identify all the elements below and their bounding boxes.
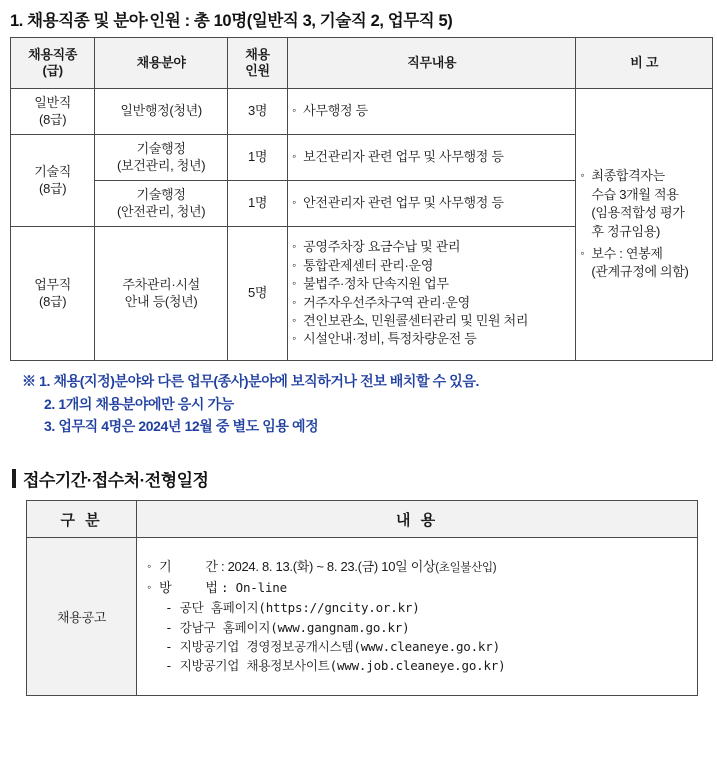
remark-item: 3. 업무직 4명은 2024년 12월 중 별도 임용 예정: [44, 418, 319, 435]
content-subitem: - 지방공기업 경영정보공개시스템(www.cleaneye.go.kr): [165, 638, 500, 654]
list-item: ◦ 안전관리자 관련 업무 및 사무행정 등: [292, 194, 571, 212]
section-heading: [12, 466, 711, 491]
cell-duties: [288, 181, 576, 227]
cell-field: 기술행정 (안전관리, 청년): [95, 181, 228, 227]
remark-item: 2. 1개의 채용분야에만 응시 가능: [44, 395, 234, 412]
page-title: 1. 채용직종 및 분야·인원 : 총 10명(일반직 3, 기술직 2, 업무직 5): [10, 12, 453, 30]
content-subitem: - 지방공기업 채용정보사이트(www.job.cleaneye.go.kr): [165, 658, 506, 674]
cell-job-type: 기술직 (8급): [11, 135, 95, 227]
list-item: ◦ 공영주차장 요금수납 및 관리: [292, 238, 571, 256]
duty-list: [292, 148, 571, 166]
cell-count: 3명: [227, 89, 287, 135]
cell-job-type: 업무직 (8급): [11, 227, 95, 361]
content-subitem: - 강남구 홈페이지(www.gangnam.go.kr): [165, 619, 410, 635]
table-row: [11, 89, 713, 135]
cell-division-label: 채용공고: [27, 538, 137, 696]
cell-content: [137, 538, 698, 696]
content-subitem: - 공단 홈페이지(https://gncity.or.kr): [165, 600, 420, 616]
duty-list: [292, 238, 571, 349]
content-line-period: ◦ 기 간 : 2024. 8. 13.(화) ~ 8. 23.(금) 10일 이상(초일불산입): [147, 557, 691, 578]
header-count: 채용 인원: [227, 38, 287, 89]
cell-count: 1명: [227, 181, 287, 227]
schedule-table: [26, 500, 698, 696]
list-item: ◦ 불법주·정차 단속지원 업무: [292, 275, 571, 293]
duty-list: [292, 194, 571, 212]
cell-count: 5명: [227, 227, 287, 361]
list-item: ◦ 최종합격자는 수습 3개월 적용 (임용적합성 평가 후 정규임용): [580, 167, 708, 241]
table-header-row: [27, 501, 698, 538]
cell-field: 주차관리·시설 안내 등(청년): [95, 227, 228, 361]
cell-field: 기술행정 (보건관리, 청년): [95, 135, 228, 181]
header-duties: 직무내용: [288, 38, 576, 89]
header-field: 채용분야: [95, 38, 228, 89]
list-item: ◦ 거주자우선주차구역 관리·운영: [292, 294, 571, 312]
list-item: ◦ 보건관리자 관련 업무 및 사무행정 등: [292, 148, 571, 166]
remarks-block: [22, 370, 711, 438]
content-line-method: ◦ 방 법 : On-line: [147, 578, 691, 598]
cell-note: [576, 89, 713, 361]
list-item: ◦ 시설안내·정비, 특정차량운전 등: [292, 330, 571, 348]
list-item: ◦ 보수 : 연봉제 (관계규정에 의함): [580, 245, 708, 282]
header-content: 내 용: [137, 501, 698, 538]
header-note: 비 고: [576, 38, 713, 89]
header-job-type: 채용직종 (급): [11, 38, 95, 89]
duty-list: [292, 102, 571, 120]
cell-duties: [288, 135, 576, 181]
section-heading-label: 접수기간·접수처·전형일정: [23, 471, 209, 491]
cell-job-type: 일반직 (8급): [11, 89, 95, 135]
note-list: [580, 167, 708, 282]
list-item: ◦ 통합관제센터 관리·운영: [292, 257, 571, 275]
list-item: ◦ 사무행정 등: [292, 102, 571, 120]
bar-marker-icon: [12, 469, 16, 488]
cell-count: 1명: [227, 135, 287, 181]
header-division: 구 분: [27, 501, 137, 538]
table-header-row: [11, 38, 713, 89]
list-item: ◦ 견인보관소, 민원콜센터관리 및 민원 처리: [292, 312, 571, 330]
cell-duties: [288, 89, 576, 135]
cell-duties: [288, 227, 576, 361]
cell-field: 일반행정(청년): [95, 89, 228, 135]
table-row: [27, 538, 698, 696]
recruitment-table: [10, 37, 713, 361]
remark-item: ※ 1. 채용(지정)분야와 다른 업무(종사)분야에 보직하거나 전보 배치할 수 있음.: [22, 373, 480, 389]
